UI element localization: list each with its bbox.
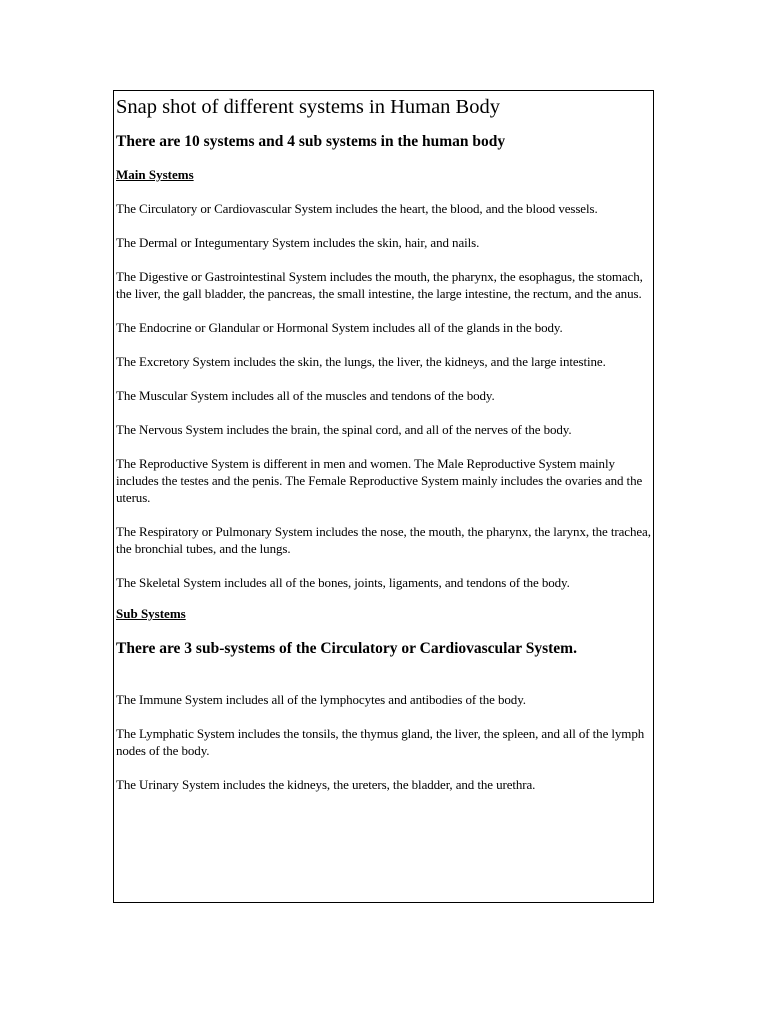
- paragraph-circulatory: The Circulatory or Cardiovascular System includes the heart, the blood, and the blood vessels.: [116, 201, 598, 216]
- paragraph-dermal: The Dermal or Integumentary System includes the skin, hair, and nails.: [116, 235, 480, 250]
- document-subtitle: There are 10 systems and 4 sub systems in the human body: [116, 133, 506, 150]
- document-title: Snap shot of different systems in Human Body: [116, 96, 500, 118]
- sub-systems-heading: Sub Systems: [116, 606, 186, 621]
- paragraph-skeletal: The Skeletal System includes all of the bones, joints, ligaments, and tendons of the body.: [116, 575, 570, 590]
- paragraph-respiratory: The Respiratory or Pulmonary System includes the nose, the mouth, the pharynx, the larynx, the trachea, the bronchial tubes, and the lungs.: [116, 524, 651, 556]
- paragraph-digestive: The Digestive or Gastrointestinal System includes the mouth, the pharynx, the esophagus, the stomach, the liver, the gall bladder, the pancreas, the small intestine, the large intestine, the rectum, and the anus.: [116, 269, 643, 301]
- paragraph-endocrine: The Endocrine or Glandular or Hormonal System includes all of the glands in the body.: [116, 320, 563, 335]
- paragraph-excretory: The Excretory System includes the skin, the lungs, the liver, the kidneys, and the large intestine.: [116, 354, 606, 369]
- paragraph-nervous: The Nervous System includes the brain, the spinal cord, and all of the nerves of the body.: [116, 422, 572, 437]
- paragraph-lymphatic: The Lymphatic System includes the tonsils, the thymus gland, the liver, the spleen, and all of the lymph nodes of the body.: [116, 726, 645, 758]
- paragraph-muscular: The Muscular System includes all of the muscles and tendons of the body.: [116, 388, 495, 403]
- main-systems-heading: Main Systems: [116, 167, 194, 182]
- paragraph-immune: The Immune System includes all of the lymphocytes and antibodies of the body.: [116, 692, 526, 707]
- sub-systems-intro: There are 3 sub-systems of the Circulatory or Cardiovascular System.: [116, 640, 577, 657]
- document-page: [113, 90, 654, 903]
- paragraph-reproductive: The Reproductive System is different in men and women. The Male Reproductive System mainly includes the testes and the penis. The Female Reproductive System mainly includes the ovaries and the uterus.: [116, 456, 643, 505]
- paragraph-urinary: The Urinary System includes the kidneys, the ureters, the bladder, and the urethra.: [116, 777, 536, 792]
